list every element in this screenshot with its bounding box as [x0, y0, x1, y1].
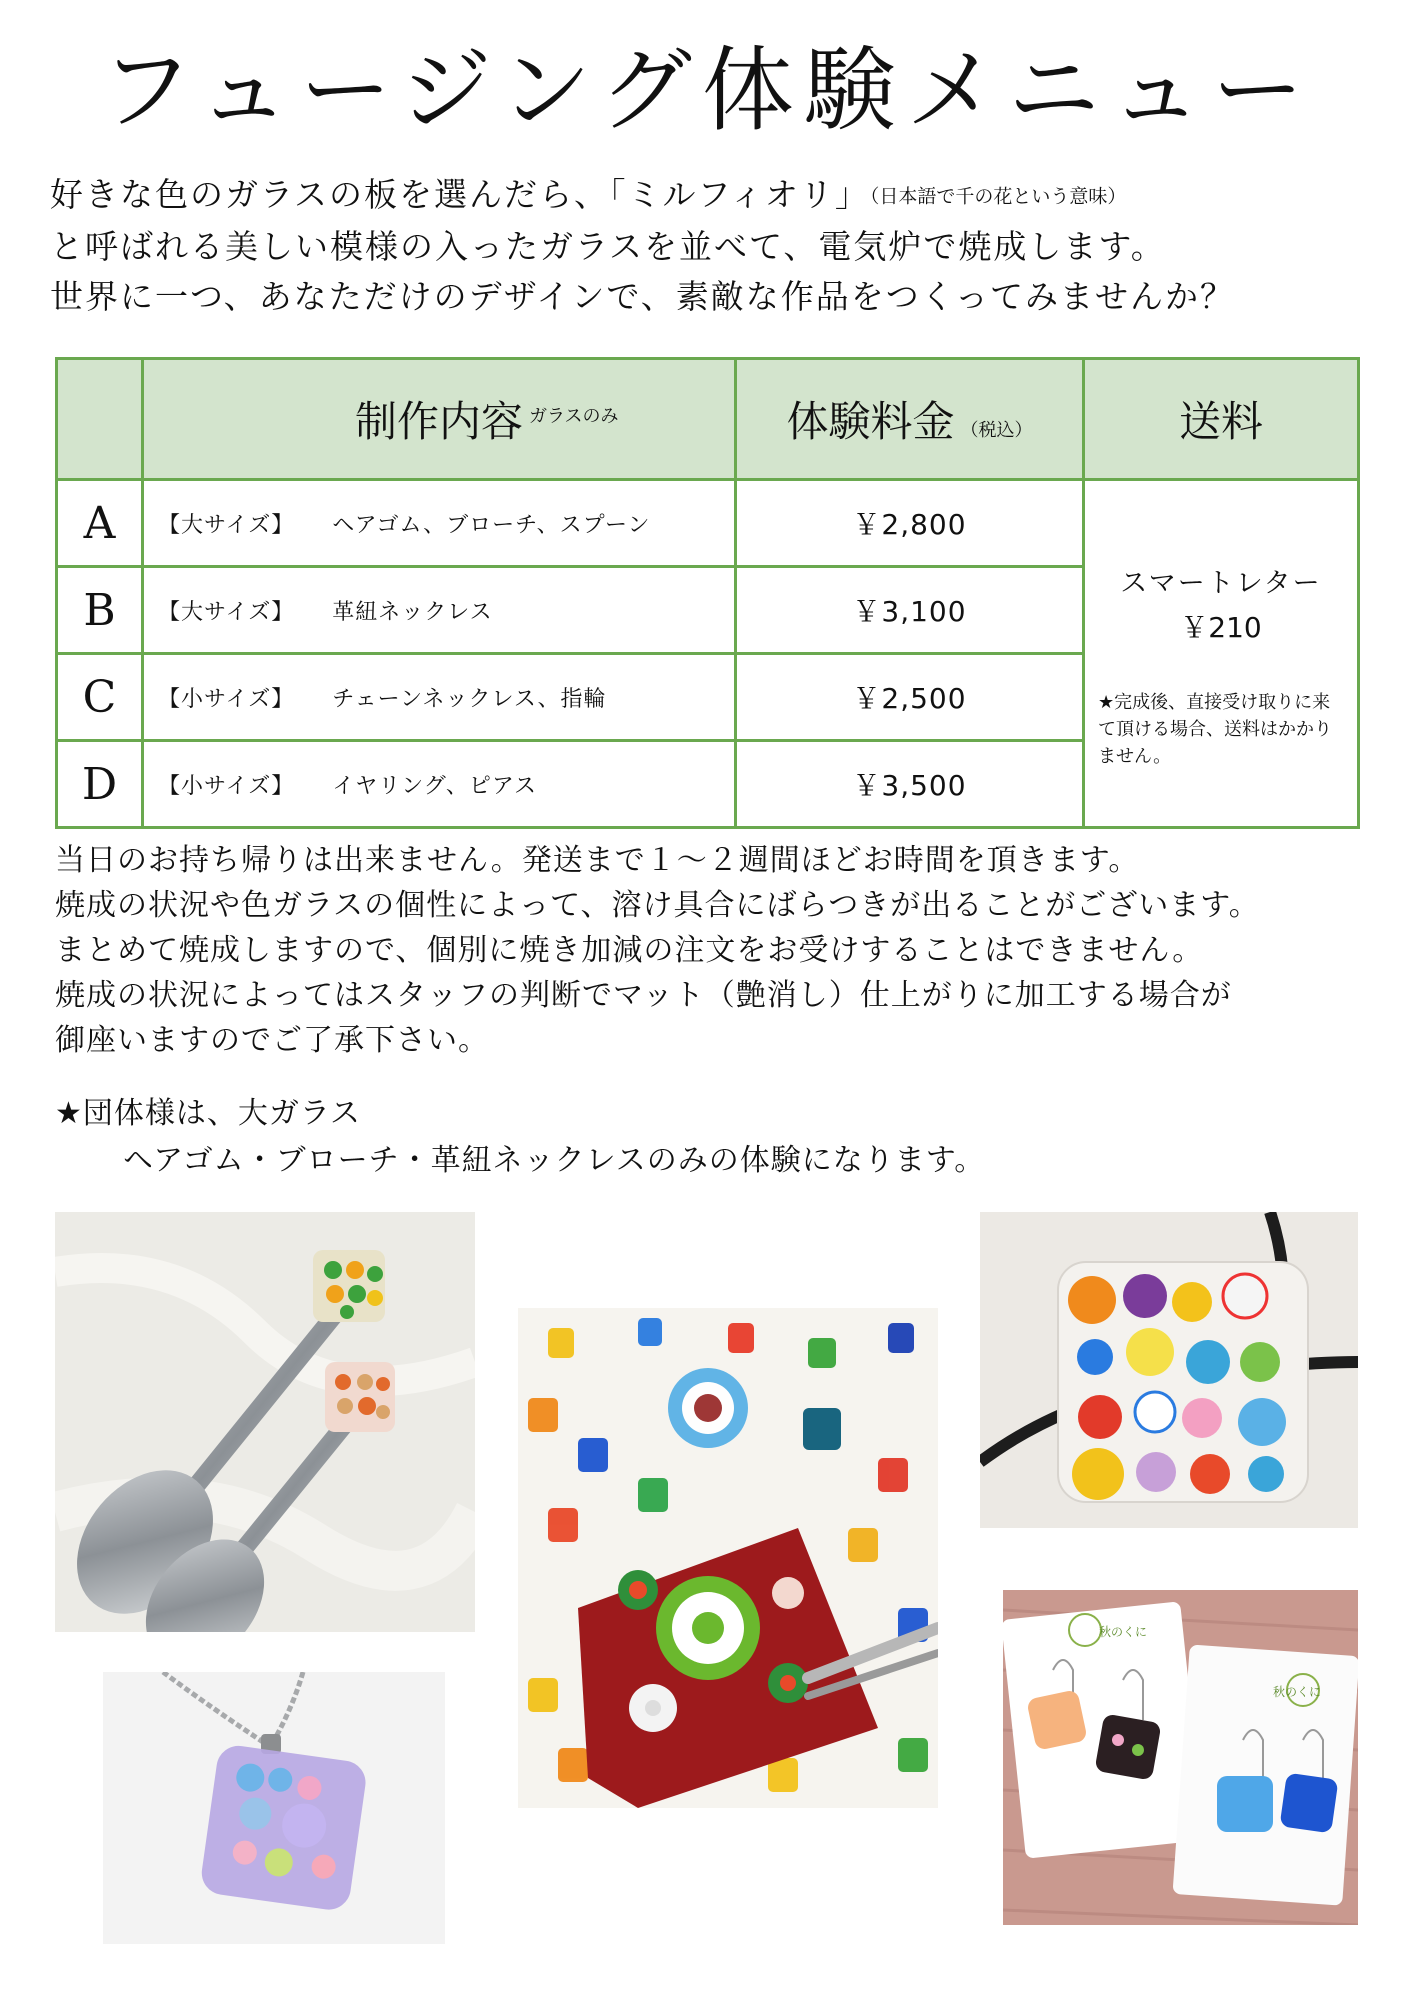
group-note-line-2: ヘアゴム・ブローチ・革紐ネックレスのみの体験になります。 [123, 1143, 986, 1178]
intro-line-1: 好きな色のガラスの板を選んだら、「ミルフィオリ」 [50, 175, 870, 214]
header-content [143, 359, 736, 480]
photo-hair-tie [980, 1212, 1358, 1528]
header-content-sub: ガラスのみ [529, 406, 619, 427]
row-letter: A [57, 480, 143, 567]
earrings-illustration [1003, 1590, 1358, 1925]
table-header-row [57, 359, 1359, 480]
header-shipping: 送料 [1084, 359, 1359, 480]
row-letter: C [57, 654, 143, 741]
row-items: チェーンネックレス、指輪 [332, 686, 607, 712]
group-note-line-1: ★団体様は、大ガラス [55, 1096, 361, 1131]
hair-tie-illustration [980, 1212, 1358, 1528]
row-letter: D [57, 741, 143, 828]
note-line: 焼成の状況や色ガラスの個性によって、溶け具合にばらつきが出ることがございます。 [55, 888, 1260, 923]
photo-spoons [55, 1212, 475, 1632]
row-size: 【小サイズ】 [158, 686, 295, 712]
page-title: フュージング体験メニュー [100, 37, 1314, 144]
row-price: ￥2,500 [736, 654, 1084, 741]
row-price: ￥3,100 [736, 567, 1084, 654]
note-line: 御座いますのでご了承下さい。 [55, 1023, 489, 1058]
row-item [143, 567, 736, 654]
row-price: ￥2,800 [736, 480, 1084, 567]
header-fee-sub: （税込） [960, 420, 1033, 441]
shipping-note: ★完成後、直接受け取りに来て頂ける場合、送料はかかりません。 [1098, 692, 1332, 767]
table-row [57, 480, 1359, 567]
note-line: 当日のお持ち帰りは出来ません。発送まで１～２週間ほどお時間を頂きます。 [55, 843, 1140, 878]
shipping-cell [1084, 480, 1359, 828]
intro-line-3: 世界に一つ、あなただけのデザインで、素敵な作品をつくってみませんか？ [50, 276, 1236, 316]
photo-earrings [1003, 1590, 1358, 1925]
millefiori-illustration [518, 1308, 938, 1808]
header-fee [736, 359, 1084, 480]
photo-millefiori-work [518, 1308, 938, 1808]
row-items: イヤリング、ピアス [332, 773, 538, 799]
header-fee-label: 体験料金 [786, 397, 955, 446]
photo-necklace [103, 1672, 445, 1944]
row-item [143, 480, 736, 567]
note-line: 焼成の状況によってはスタッフの判断でマット（艶消し）仕上がりに加工する場合が [55, 978, 1232, 1013]
row-item [143, 741, 736, 828]
intro-line-1-note: （日本語で千の花という意味） [869, 185, 1127, 208]
row-size: 【小サイズ】 [158, 773, 295, 799]
card-logo-2: 秋のくに [1273, 1685, 1322, 1699]
row-size: 【大サイズ】 [158, 512, 295, 538]
row-letter: B [57, 567, 143, 654]
note-line: まとめて焼成しますので、個別に焼き加減の注文をお受けすることはできません。 [55, 933, 1204, 968]
group-note [55, 1090, 1395, 1184]
header-blank [57, 359, 143, 480]
row-items: 革紐ネックレス [332, 599, 493, 625]
intro-line-2: と呼ばれる美しい模様の入ったガラスを並べて、電気炉で焼成します。 [50, 226, 1166, 266]
intro-text [50, 170, 1380, 322]
shipping-price: ￥210 [1180, 611, 1262, 644]
necklace-illustration [103, 1672, 445, 1944]
row-price: ￥3,500 [736, 741, 1084, 828]
row-item [143, 654, 736, 741]
notes-block [55, 838, 1395, 1063]
shipping-name: スマートレター [1120, 568, 1322, 599]
spoons-illustration [55, 1212, 475, 1632]
card-logo-1: 秋のくに [1099, 1625, 1148, 1639]
price-table [55, 357, 1360, 829]
header-content-label: 制作内容 [354, 397, 523, 446]
row-size: 【大サイズ】 [158, 599, 295, 625]
row-items: ヘアゴム、ブローチ、スプーン [332, 512, 651, 538]
